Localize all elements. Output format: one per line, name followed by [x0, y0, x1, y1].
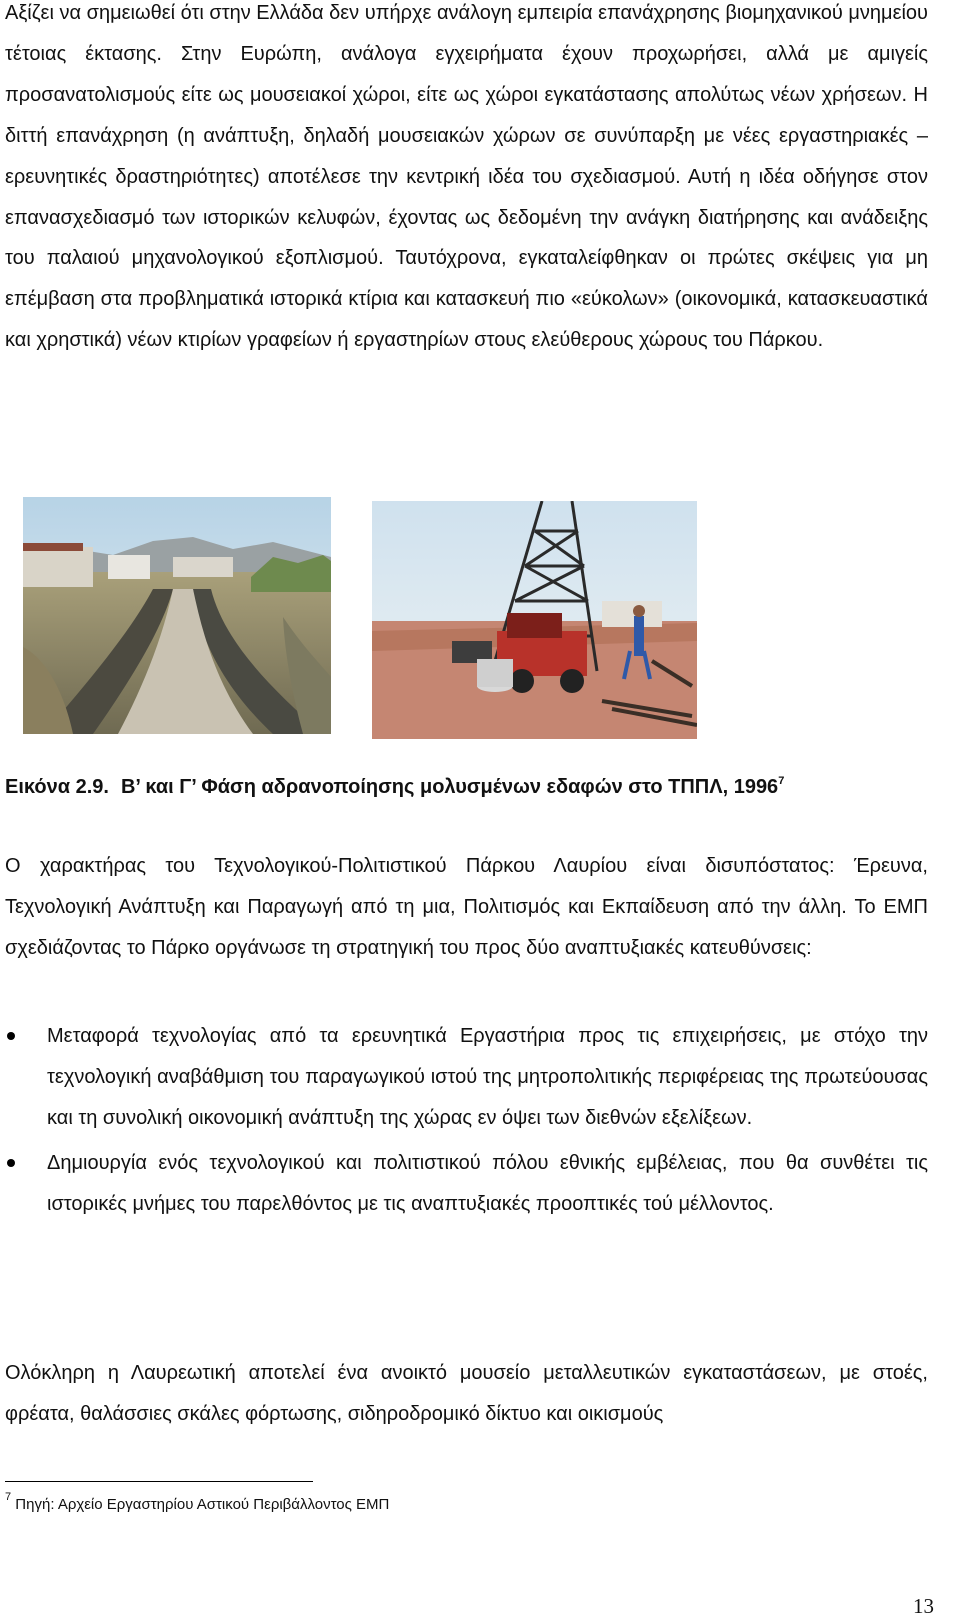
paragraph-reuse-experience: Αξίζει να σημειωθεί ότι στην Ελλάδα δεν υπήρχε ανάλογη εμπειρία επανάχρησης βιομηχανικού μνημείου τέτοιας έκτασης. Στην Ευρώπη, ανάλογα εγχειρήματα έχουν προχωρήσει, αλλά με αμιγείς προσανατολισμούς είτε ως μουσειακοί χώροι, είτε ως χώροι εγκατάστασης απολύτως νέων χρήσεων. Η διττή επανάχρηση (η ανάπτυξη, δηλαδή μουσειακών χώρων σε συνύπαρξη με νέες εργαστηριακές – ερευνητικές δραστηριότητες) αποτέλεσε την κεντρική ιδέα του σχεδιασμού. Αυτή η ιδέα οδήγησε στον επανασχεδιασμό των ιστορικών κελυφών, έχοντας ως δεδομένη την ανάγκη διατήρησης και ανάδειξης του παλαιού μηχανολογικού εξοπλισμού. Ταυτόχρονα, εγκαταλείφθηκαν οι πρώτες σκέψεις για μη επέμβαση στα προβληματικά ιστορικά κτίρια και κατασκευή πιο «εύκολων» (οικονομικά, κατασκευαστικά και χρηστικά) νέων κτιρίων γραφείων ή εργαστηρίων στους ελεύθερους χώρους του Πάρκου. — [5, 2, 928, 352]
page-number: 13 — [913, 1594, 934, 1618]
bullet-icon — [7, 1159, 15, 1167]
list-item — [5, 1143, 928, 1225]
footnote — [5, 1491, 390, 1513]
photo-drilling-rig — [372, 501, 697, 739]
figure-caption-label: Εικόνα 2.9. — [5, 776, 109, 798]
footnote-reference[interactable]: 7 — [778, 775, 785, 787]
bullet-icon — [7, 1032, 15, 1040]
paragraph-park-character: Ο χαρακτήρας του Τεχνολογικού-Πολιτιστικού Πάρκου Λαυρίου είναι δισυπόστατος: Έρευνα, Τεχνολογική Ανάπτυξη και Παραγωγή από τη μια, Πολιτισμός και Εκπαίδευση από την άλλη. Το ΕΜΠ σχεδιάζοντας το Πάρκο οργάνωσε τη στρατηγική του προς δύο αναπτυξιακές κατευθύνσεις: — [5, 855, 928, 959]
trench-photo-image — [23, 497, 331, 734]
list-item — [5, 1016, 928, 1139]
footnote-separator — [5, 1481, 313, 1482]
footnote-number: 7 — [5, 1491, 12, 1503]
footnote-text: Πηγή: Αρχείο Εργαστηρίου Αστικού Περιβάλλοντος ΕΜΠ — [15, 1496, 390, 1513]
bullet-text: Δημιουργία ενός τεχνολογικού και πολιτιστικού πόλου εθνικής εμβέλειας, που θα συνθέτει τις ιστορικές μνήμες του παρελθόντος με τις αναπτυξιακές προοπτικές τού μέλλοντος. — [47, 1151, 928, 1215]
photo-soil-remediation-trenches — [23, 497, 331, 734]
figure-caption — [5, 776, 935, 799]
drilling-rig-photo-image — [372, 501, 697, 739]
paragraph-lavreotiki-museum: Ολόκληρη η Λαυρεωτική αποτελεί ένα ανοικτό μουσείο μεταλλευτικών εγκαταστάσεων, με στοές, φρέατα, θαλάσσιες σκάλες φόρτωσης, σιδηροδρομικό δίκτυο και οικισμούς — [5, 1362, 928, 1425]
development-directions-list — [5, 1016, 928, 1229]
figure-caption-text: Β’ και Γ’ Φάση αδρανοποίησης μολυσμένων εδαφών στο ΤΠΠΛ, 1996 — [120, 776, 779, 798]
bullet-text: Μεταφορά τεχνολογίας από τα ερευνητικά Εργαστήρια προς τις επιχειρήσεις, με στόχο την τεχνολογική αναβάθμιση του παραγωγικού ιστού της μητροπολιτικής περιφέρειας της πρωτεύουσας και τη συνολική οικονομική ανάπτυξη της χώρας εν όψει των διεθνών εξελίξεων. — [47, 1025, 928, 1129]
